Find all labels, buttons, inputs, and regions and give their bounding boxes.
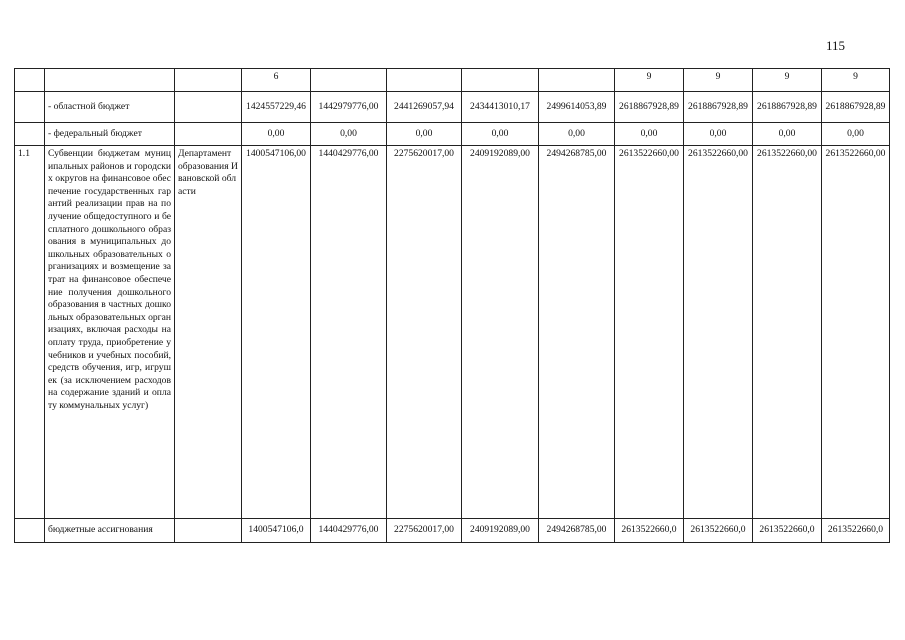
cell-value: 1442979776,00 xyxy=(311,92,387,123)
cell-value xyxy=(387,69,462,92)
cell-number xyxy=(15,92,45,123)
cell-value: 9 xyxy=(753,69,822,92)
cell-value: 2613522660,00 xyxy=(684,146,753,519)
cell-value: 2275620017,00 xyxy=(387,146,462,519)
cell-description xyxy=(45,69,175,92)
cell-value: 2613522660,00 xyxy=(822,146,890,519)
cell-value: 2613522660,0 xyxy=(684,519,753,543)
cell-value: 6 xyxy=(242,69,311,92)
cell-value: 2613522660,00 xyxy=(753,146,822,519)
cell-value: 0,00 xyxy=(311,123,387,146)
cell-value: 0,00 xyxy=(822,123,890,146)
page-number: 115 xyxy=(826,38,846,53)
table-row-federal-budget xyxy=(15,123,890,146)
cell-value: 2441269057,94 xyxy=(387,92,462,123)
cell-value: 2275620017,00 xyxy=(387,519,462,543)
cell-value: 9 xyxy=(684,69,753,92)
cell-value: 1400547106,00 xyxy=(242,146,311,519)
cell-value: 0,00 xyxy=(684,123,753,146)
item-description: Субвенции бюджетам муниципальных районов и городских округов на финансовое обеспечение государственных гарантий реализации прав на получение общедоступного и бесплатного дошкольного образования в муниципальных дошкольных образовательных организациях и возмещение затрат на финансовое обеспечение получения дошкольного образования в частных дошкольных образовательных организациях, включая расходы на оплату труда, приобретение учебников и учебных пособий, средств обучения, игр, игрушек (за исключением расходов на содержание зданий и оплату коммунальных услуг) xyxy=(45,146,175,519)
table-row-header-continuation xyxy=(15,69,890,92)
item-executor: Департамент образования Ивановской области xyxy=(175,146,242,519)
cell-value: 2613522660,0 xyxy=(822,519,890,543)
cell-value: 0,00 xyxy=(539,123,615,146)
cell-value: 2434413010,17 xyxy=(462,92,539,123)
cell-value xyxy=(462,69,539,92)
cell-value: 0,00 xyxy=(387,123,462,146)
cell-number xyxy=(15,69,45,92)
cell-value xyxy=(539,69,615,92)
cell-value: 2618867928,89 xyxy=(822,92,890,123)
cell-value: 2618867928,89 xyxy=(753,92,822,123)
cell-value xyxy=(311,69,387,92)
cell-value: 2494268785,00 xyxy=(539,519,615,543)
table-row-regional-budget xyxy=(15,92,890,123)
cell-executor xyxy=(175,519,242,543)
table-row-budget-allocations xyxy=(15,519,890,543)
cell-value: 0,00 xyxy=(615,123,684,146)
cell-value: 2618867928,89 xyxy=(684,92,753,123)
cell-value: 2613522660,00 xyxy=(615,146,684,519)
cell-value: 2494268785,00 xyxy=(539,146,615,519)
cell-value: 1440429776,00 xyxy=(311,519,387,543)
cell-number xyxy=(15,519,45,543)
cell-number xyxy=(15,123,45,146)
cell-value: 2613522660,0 xyxy=(615,519,684,543)
row-label-federal-budget: - федеральный бюджет xyxy=(45,123,175,146)
cell-value: 2409192089,00 xyxy=(462,519,539,543)
cell-executor xyxy=(175,92,242,123)
cell-value: 0,00 xyxy=(242,123,311,146)
row-label-regional-budget: - областной бюджет xyxy=(45,92,175,123)
row-label-budget-allocations: бюджетные ассигнования xyxy=(45,519,175,543)
table-row-item-1-1 xyxy=(15,146,890,519)
cell-value: 9 xyxy=(615,69,684,92)
cell-value: 2409192089,00 xyxy=(462,146,539,519)
cell-value: 2613522660,0 xyxy=(753,519,822,543)
cell-value: 1424557229,46 xyxy=(242,92,311,123)
cell-value: 0,00 xyxy=(462,123,539,146)
cell-executor xyxy=(175,69,242,92)
cell-value: 9 xyxy=(822,69,890,92)
cell-value: 0,00 xyxy=(753,123,822,146)
item-number: 1.1 xyxy=(15,146,45,519)
cell-value: 2618867928,89 xyxy=(615,92,684,123)
cell-value: 1400547106,0 xyxy=(242,519,311,543)
cell-value: 1440429776,00 xyxy=(311,146,387,519)
budget-table xyxy=(14,68,890,543)
cell-value: 2499614053,89 xyxy=(539,92,615,123)
cell-executor xyxy=(175,123,242,146)
